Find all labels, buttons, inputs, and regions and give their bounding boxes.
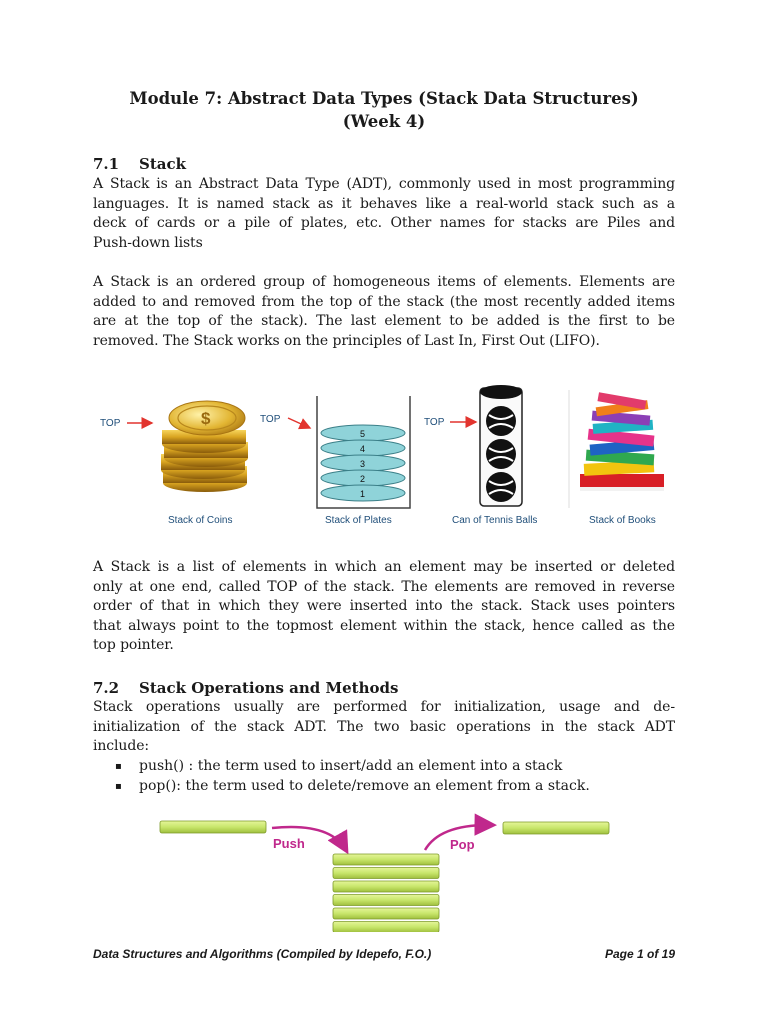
bullet-icon: ▪ (115, 761, 122, 772)
coins-illustration (100, 401, 248, 526)
text-line: only at one end, called TOP of the stack. The elements are removed in reverse (93, 578, 675, 595)
section-number: 7.1 (93, 155, 120, 173)
tennis-ball-icon (486, 439, 516, 469)
top-arrow (288, 418, 310, 428)
tennis-ball-icon (486, 472, 516, 502)
top-label: TOP (424, 417, 445, 428)
caption-plates: Stack of Plates (325, 515, 392, 526)
operations-list (115, 757, 675, 796)
stack-block (333, 922, 439, 933)
books-illustration (569, 390, 664, 526)
stack-block (333, 868, 439, 879)
top-label: TOP (260, 414, 281, 425)
push-label: Push (273, 836, 305, 851)
tennis-can-illustration (424, 385, 537, 526)
section-title: Stack (139, 155, 187, 173)
paragraph-stack-intro (93, 175, 675, 253)
text-line: deck of cards or a pile of plates, etc. Other names for stacks are Piles and (93, 215, 675, 232)
text-line: include: (93, 738, 149, 755)
text-line: Push-down lists (93, 234, 203, 251)
text-line: A Stack is a list of elements in which an element may be inserted or deleted (93, 559, 675, 575)
text-line: initialization of the stack ADT. The two basic operations in the stack ADT (93, 718, 675, 735)
text-line: top pointer. (93, 637, 174, 654)
top-label: TOP (100, 418, 121, 429)
page-footer (93, 947, 675, 961)
plate-number: 4 (360, 444, 366, 454)
page-number: Page 1 of 19 (604, 947, 675, 961)
list-item (115, 757, 675, 777)
text-line: A Stack is an Abstract Data Type (ADT), commonly used in most programming (93, 176, 675, 192)
stack-block (333, 895, 439, 906)
stack-block (333, 854, 439, 865)
text-line: added to and removed from the top of the stack (the most recently added items (93, 293, 675, 310)
stack-block (333, 908, 439, 919)
text-line: that always point to the topmost element within the stack, hence called as the (93, 617, 675, 634)
paragraph-stack-top (93, 558, 675, 656)
text-line: Stack operations usually are performed for initialization, usage and de- (93, 699, 675, 715)
push-block (160, 821, 266, 833)
paragraph-stack-operations (93, 698, 675, 757)
push-pop-figure (0, 812, 768, 932)
bullet-icon: ▪ (115, 780, 122, 792)
plate-number: 2 (360, 474, 366, 484)
list-item-text: push() : the term used to insert/add an element into a stack (139, 758, 563, 774)
plates-illustration (260, 396, 410, 526)
stack-examples-figure (0, 378, 768, 538)
section-title: Stack Operations and Methods (139, 679, 399, 697)
paragraph-stack-ordered (93, 273, 675, 351)
caption-books: Stack of Books (589, 515, 656, 526)
list-item (115, 777, 675, 797)
stack-blocks (333, 854, 439, 932)
list-item-text: pop(): the term used to delete/remove an element from a stack. (139, 777, 590, 794)
pop-block (503, 822, 609, 834)
footer-course: Data Structures and Algorithms (Compiled by Idepefo, F.O.) (93, 947, 432, 961)
plate-number: 1 (360, 489, 366, 499)
plate-number: 3 (360, 459, 366, 469)
plate-number: 5 (360, 429, 366, 439)
tennis-ball-icon (486, 406, 516, 436)
section-heading-7-2 (93, 678, 398, 698)
section-number: 7.2 (93, 679, 120, 697)
text-line: A Stack is an ordered group of homogeneous items of elements. Elements are (93, 274, 675, 290)
text-line: languages. It is named stack as it behaves like a real-world stack such as a (93, 195, 675, 212)
text-line: are at the top of the stack). The last element to be added is the first to be (93, 313, 675, 330)
page-title-line2: (Week 4) (342, 112, 426, 131)
section-heading-7-1 (93, 154, 186, 174)
text-line: order of that in which they were inserted into the stack. Stack uses pointers (93, 598, 675, 615)
caption-coins: Stack of Coins (168, 515, 233, 526)
stack-block (333, 881, 439, 892)
pop-label: Pop (450, 837, 475, 852)
caption-tennis: Can of Tennis Balls (452, 515, 538, 526)
dollar-icon: $ (201, 409, 211, 428)
page-title-line1: Module 7: Abstract Data Types (Stack Data Structures) (129, 89, 639, 108)
text-line: removed. The Stack works on the principles of Last In, First Out (LIFO). (93, 332, 600, 349)
